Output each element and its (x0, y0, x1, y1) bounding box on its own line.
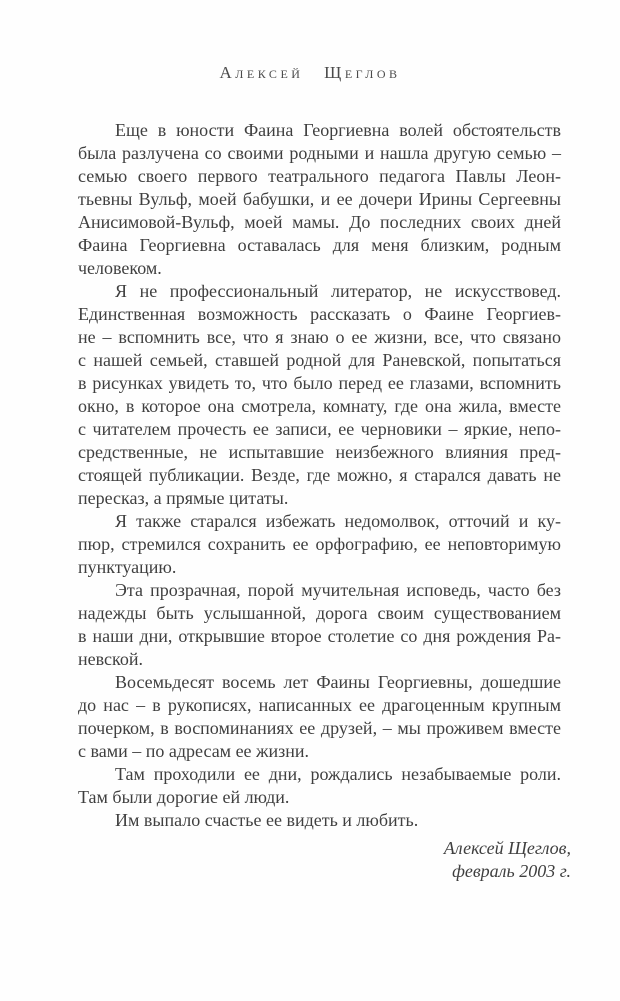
text-line: была разлучена со своими родными и нашла другую семью – (78, 143, 561, 163)
text-line: Еще в юности Фаина Георгиевна волей обстоятельств (115, 120, 561, 140)
text-line: Восемьдесят восемь лет Фаины Георгиевны, дошедшие (115, 672, 561, 692)
text-line: в наши дни, открывшие второе столетие со дня рождения Ра- (78, 626, 561, 646)
text-line: семью своего первого театрального педагога Павлы Леон- (78, 166, 561, 186)
running-head-author: Алексей Щеглов (219, 63, 401, 82)
signature-block (78, 837, 571, 883)
text-line: человеком. (78, 258, 162, 278)
text-line: тьевны Вульф, моей бабушки, и ее дочери Ирины Сергеевны (78, 189, 561, 209)
text-line: пересказ, а прямые цитаты. (78, 488, 289, 508)
text-line: с нашей семьей, ставшей родной для Раневской, попытаться (78, 350, 561, 370)
text-line: невской. (78, 649, 143, 669)
text-line: Фаина Георгиевна оставалась для меня близким, родным (78, 235, 561, 255)
text-line: Я не профессиональный литератор, не искусствовед. (115, 281, 561, 301)
text-line: Я также старался избежать недомолвок, отточий и ку- (115, 511, 561, 531)
page-content (78, 119, 571, 883)
text-line: Им выпало счастье ее видеть и любить. (115, 810, 419, 830)
text-line: до нас – в рукописях, написанных ее драгоценным крупным (78, 695, 561, 715)
text-line: надежды быть услышанной, дорога своим существованием (78, 603, 561, 623)
text-line: Эта прозрачная, порой мучительная исповедь, часто без (115, 580, 561, 600)
text-line: стоящей публикации. Везде, где можно, я старался давать не (78, 465, 561, 485)
text-line: Единственная возможность рассказать о Фаине Георгиев- (78, 304, 561, 324)
text-line: в рисунках увидеть то, что было перед ее глазами, вспомнить (78, 373, 561, 393)
text-line: окно, в которое она смотрела, комнату, где она жила, вместе (78, 396, 561, 416)
text-line: не – вспомнить все, что я знаю о ее жизни, все, что связано (78, 327, 561, 347)
signature-line: Алексей Щеглов, (443, 838, 571, 858)
page-body (78, 119, 561, 832)
text-line: Анисимовой-Вульф, моей мамы. До последних своих дней (78, 212, 561, 232)
text-line: Там были дорогие ей люди. (78, 787, 290, 807)
signature-line: февраль 2003 г. (452, 861, 571, 881)
text-line: с вами – по адресам ее жизни. (78, 741, 309, 761)
text-line: почерком, в воспоминаниях ее друзей, – мы проживем вместе (78, 718, 561, 738)
text-line: пунктуацию. (78, 557, 177, 577)
text-line: пюр, стремился сохранить ее орфографию, ее неповторимую (78, 534, 561, 554)
text-line: с читателем прочесть ее записи, ее черновики – яркие, непо- (78, 419, 561, 439)
text-line: средственные, не испытавшие неизбежного влияния пред- (78, 442, 561, 462)
text-line: Там проходили ее дни, рождались незабываемые роли. (115, 764, 561, 784)
